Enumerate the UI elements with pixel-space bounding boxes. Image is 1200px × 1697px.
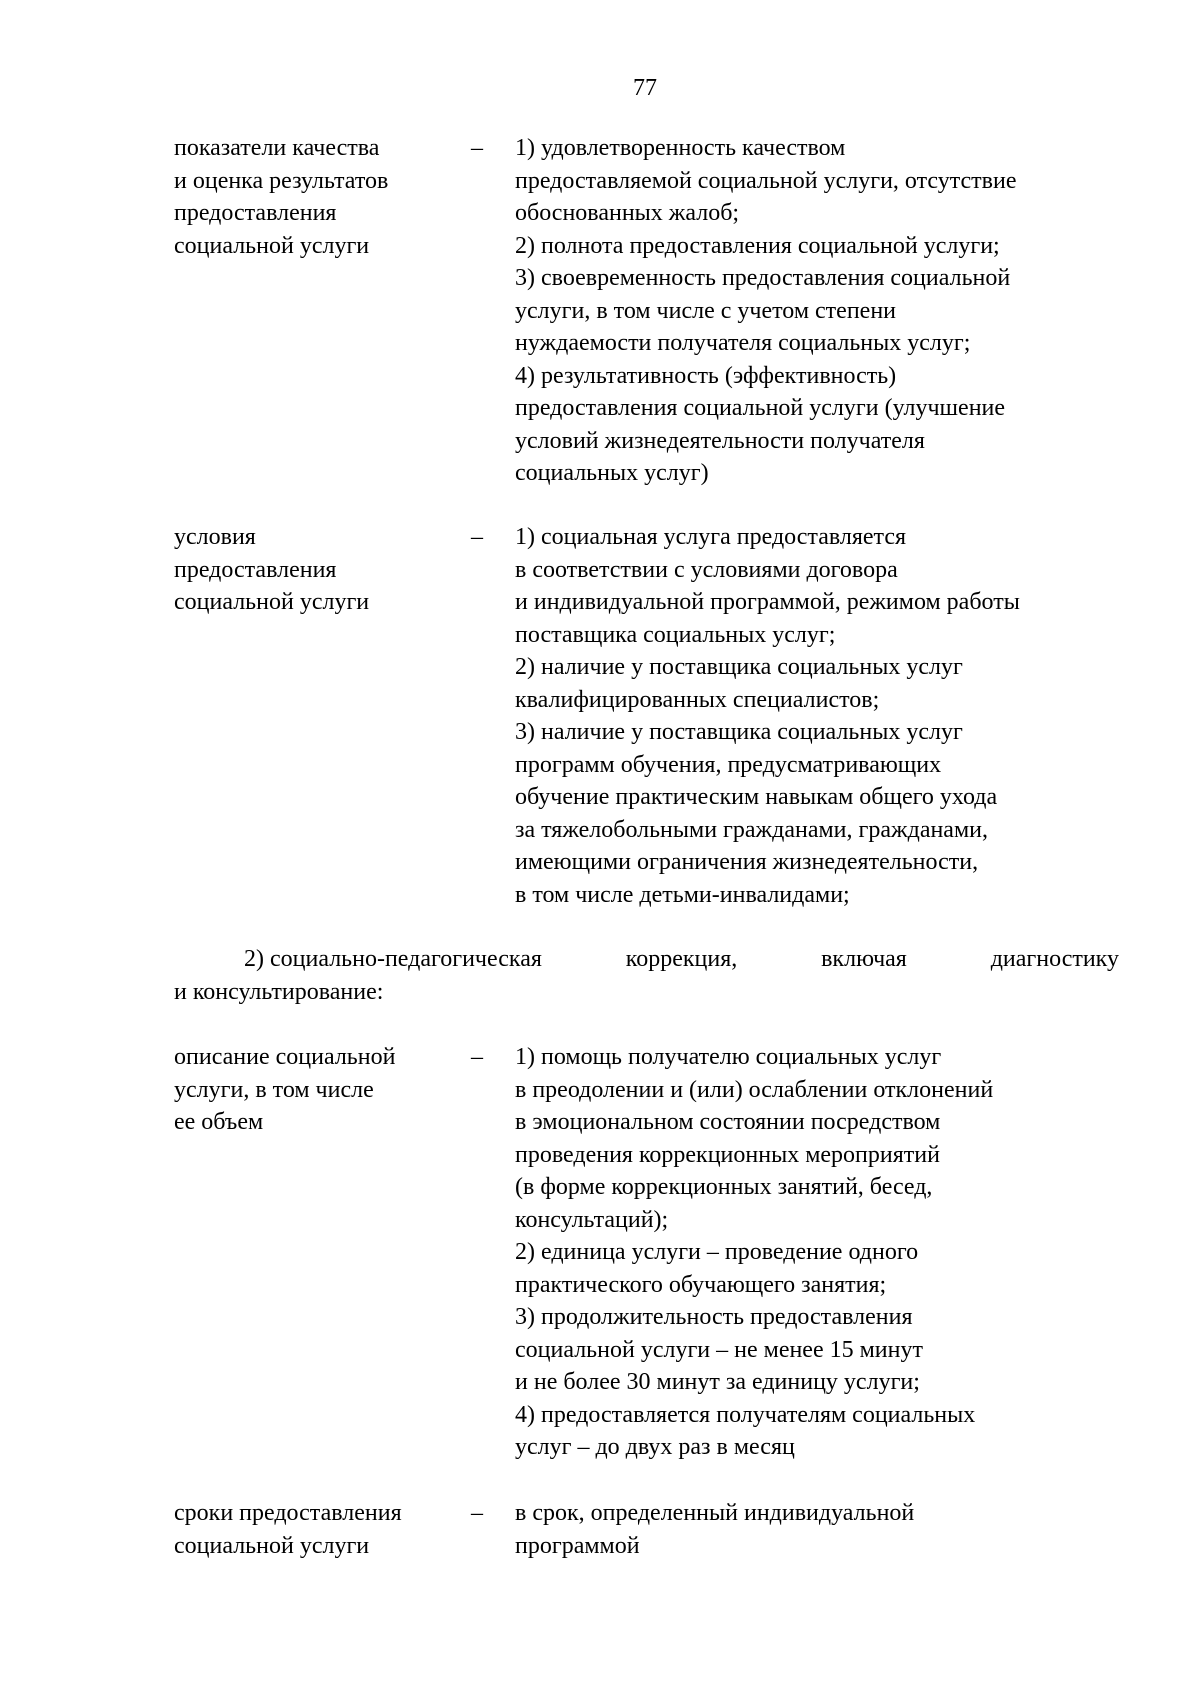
description-line: условий жизнедеятельности получателя	[515, 427, 925, 454]
section-term	[174, 1497, 474, 1562]
dash: –	[471, 1500, 483, 1526]
description-line: в срок, определенный индивидуальной	[515, 1500, 915, 1526]
description-line: услуги, в том числе с учетом степени	[515, 297, 896, 324]
description-line: обучение практическим навыкам общего ухода	[515, 784, 998, 810]
description-line: 3) продолжительность предоставления	[515, 1304, 913, 1330]
description-line: 3) своевременность предоставления социальной	[515, 265, 1011, 291]
term-line: социальной услуги	[174, 1532, 370, 1559]
dash: –	[471, 1044, 483, 1070]
term-line: предоставления	[174, 200, 337, 226]
description-line: в преодолении и (или) ослаблении отклонений	[515, 1076, 994, 1103]
heading-word: 2) социально-педагогическая	[244, 946, 542, 972]
description-line: 2) полнота предоставления социальной услуги;	[515, 232, 1000, 259]
section-term	[174, 1041, 474, 1139]
description-line: нуждаемости получателя социальных услуг;	[515, 330, 971, 356]
section-description	[515, 521, 1145, 911]
section-description	[515, 1497, 1145, 1562]
dash: –	[471, 524, 483, 550]
description-line: социальной услуги – не менее 15 минут	[515, 1336, 923, 1363]
term-line: условия	[174, 524, 256, 550]
section-term	[174, 521, 474, 619]
description-line: предоставления социальной услуги (улучшение	[515, 395, 1006, 421]
description-line: и не более 30 минут за единицу услуги;	[515, 1369, 920, 1395]
section-dash	[462, 521, 492, 554]
description-line: квалифицированных специалистов;	[515, 686, 880, 713]
section-dash	[462, 132, 492, 165]
section-dash	[462, 1497, 492, 1530]
description-line: (в форме коррекционных занятий, бесед,	[515, 1174, 933, 1200]
description-line: в эмоциональном состоянии посредством	[515, 1109, 941, 1135]
description-line: 1) социальная услуга предоставляется	[515, 524, 907, 550]
description-line: поставщика социальных услуг;	[515, 621, 836, 648]
description-line: 3) наличие у поставщика социальных услуг	[515, 719, 963, 745]
page-number: 77	[633, 75, 657, 101]
description-line: проведения коррекционных мероприятий	[515, 1141, 940, 1168]
section-description	[515, 1041, 1145, 1464]
section-dash	[462, 1041, 492, 1074]
section-description	[515, 132, 1145, 490]
description-line: услуг – до двух раз в месяц	[515, 1434, 795, 1460]
description-line: в том числе детьми-инвалидами;	[515, 881, 850, 908]
description-line: обоснованных жалоб;	[515, 200, 740, 226]
heading-second-line: и консультирование:	[174, 978, 384, 1005]
term-line: показатели качества	[174, 135, 380, 161]
description-line: социальных услуг)	[515, 460, 709, 486]
description-line: программ обучения, предусматривающих	[515, 751, 942, 778]
heading-word: диагностику	[990, 946, 1119, 972]
subsection-heading	[174, 943, 1119, 1008]
term-line: ее объем	[174, 1109, 264, 1135]
term-line: описание социальной	[174, 1044, 396, 1070]
heading-first-line	[174, 943, 1119, 976]
description-line: консультаций);	[515, 1206, 669, 1233]
section-term	[174, 132, 474, 262]
description-line: практического обучающего занятия;	[515, 1271, 887, 1298]
description-line: за тяжелобольными гражданами, гражданами,	[515, 816, 988, 843]
description-line: 4) результативность (эффективность)	[515, 362, 897, 389]
description-line: 1) помощь получателю социальных услуг	[515, 1044, 942, 1070]
description-line: 4) предоставляется получателям социальных	[515, 1401, 976, 1428]
heading-word: коррекция,	[625, 946, 738, 972]
description-line: 2) единица услуги – проведение одного	[515, 1239, 919, 1265]
description-line: 2) наличие у поставщика социальных услуг	[515, 654, 963, 680]
description-line: 1) удовлетворенность качеством	[515, 135, 846, 161]
description-line: в соответствии с условиями договора	[515, 556, 898, 583]
term-line: социальной услуги	[174, 589, 370, 615]
term-line: социальной услуги	[174, 232, 370, 259]
description-line: имеющими ограничения жизнедеятельности,	[515, 849, 979, 875]
dash: –	[471, 135, 483, 161]
term-line: услуги, в том числе	[174, 1076, 374, 1103]
description-line: и индивидуальной программой, режимом работы	[515, 589, 1020, 615]
description-line: программой	[515, 1532, 640, 1559]
term-line: предоставления	[174, 556, 337, 583]
term-line: и оценка результатов	[174, 167, 389, 194]
term-line: сроки предоставления	[174, 1500, 402, 1526]
description-line: предоставляемой социальной услуги, отсутствие	[515, 167, 1017, 194]
heading-word: включая	[821, 946, 907, 972]
